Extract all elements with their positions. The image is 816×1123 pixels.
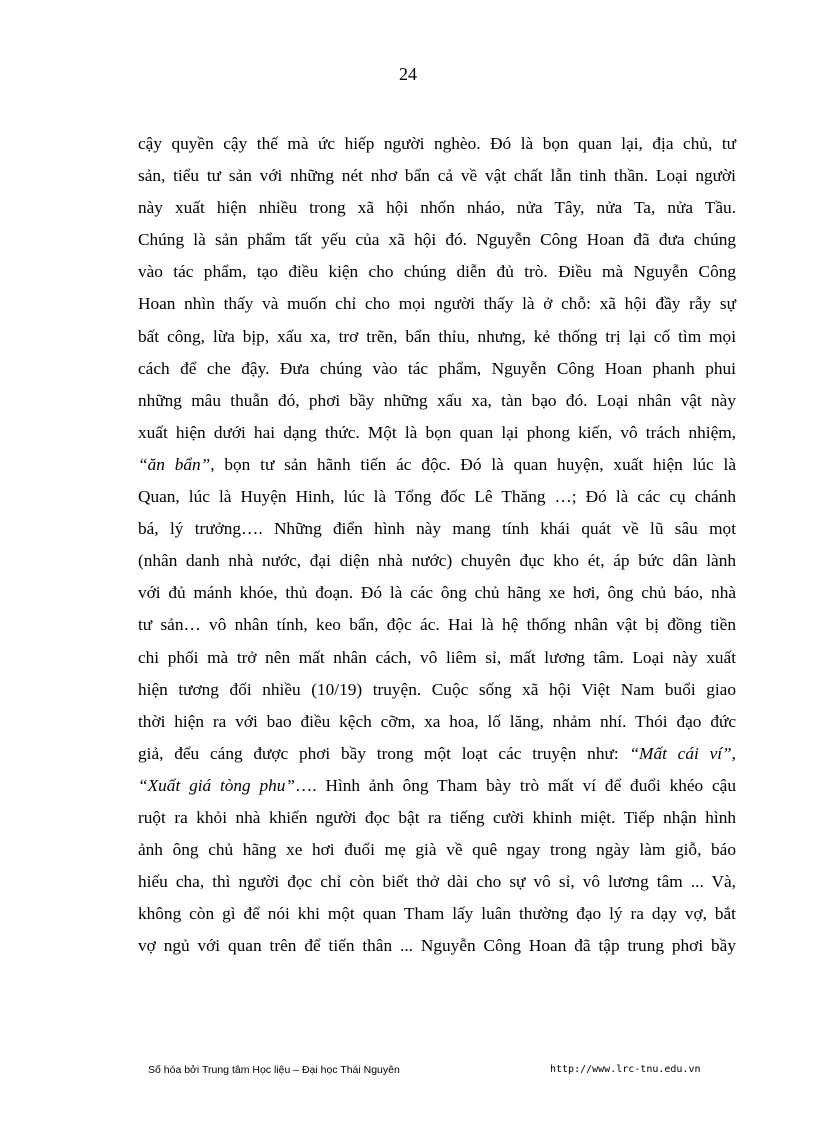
body-text (138, 128, 736, 962)
italic-title-text: “Xuất giá tòng phu” (138, 775, 296, 795)
line-text: (nhân danh nhà nước, đại diện nhà nước) chuyên đục kho ét, áp bức dân lành (138, 551, 736, 571)
text-line (138, 930, 736, 962)
text-line (138, 802, 736, 834)
line-text: …. Hình ảnh ông Tham bày trò mất ví để đuổi khéo cậu (295, 775, 736, 795)
line-text: sản, tiểu tư sản với những nét nhơ bẩn cả về vật chất lẫn tinh thần. Loại người (138, 166, 736, 186)
line-text: này xuất hiện nhiều trong xã hội nhốn nháo, nửa Tây, nửa Ta, nửa Tầu. (138, 198, 736, 218)
text-line (138, 738, 736, 770)
text-line (138, 288, 736, 320)
line-text: ruột ra khỏi nhà khiến người đọc bật ra tiếng cười khinh miệt. Tiếp nhận hình (138, 807, 736, 827)
line-text: Quan, lúc là Huyện Hinh, lúc là Tổng đốc Lê Thăng …; Đó là các cụ chánh (138, 487, 736, 507)
line-text: chi phối mà trở nên mất nhân cách, vô liêm sỉ, mất lương tâm. Loại này xuất (138, 647, 736, 667)
line-text: xuất hiện dưới hai dạng thức. Một là bọn quan lại phong kiến, vô trách nhiệm, (138, 422, 736, 442)
line-text: Hoan nhìn thấy và muốn chỉ cho mọi người thấy là ở chỗ: xã hội đầy rẫy sự (138, 294, 736, 314)
text-line (138, 385, 736, 417)
line-text: bất công, lừa bịp, xấu xa, trơ trẽn, bẩn thỉu, nhưng, kẻ thống trị lại cố tìm mọi (138, 326, 736, 346)
text-line (138, 609, 736, 641)
line-text: vào tác phẩm, tạo điều kiện cho chúng diễn đủ trò. Điều mà Nguyễn Công (138, 262, 736, 282)
line-text: vợ ngủ với quan trên để tiến thân ... Nguyễn Công Hoan đã tập trung phơi bầy (138, 936, 736, 956)
text-line (138, 192, 736, 224)
line-text: thời hiện ra với bao điều kệch cỡm, xa hoa, lố lăng, nhảm nhí. Thói đạo đức (138, 711, 736, 731)
text-line (138, 128, 736, 160)
text-line (138, 321, 736, 353)
italic-title-text: “ăn bẩn” (138, 454, 211, 474)
text-line (138, 834, 736, 866)
line-text: hiện tương đối nhiều (10/19) truyện. Cuộc sống xã hội Việt Nam buổi giao (138, 679, 736, 699)
line-text: tư sản… vô nhân tính, keo bẩn, độc ác. Hai là hệ thống nhân vật bị đồng tiền (138, 615, 736, 635)
text-line (138, 642, 736, 674)
text-line (138, 770, 736, 802)
text-line (138, 481, 736, 513)
text-line (138, 160, 736, 192)
text-line (138, 866, 736, 898)
text-line (138, 449, 736, 481)
line-text: bá, lý trưởng…. Những điển hình này mang tính khái quát về lũ sâu mọt (138, 519, 736, 539)
footer-source: Số hóa bởi Trung tâm Học liệu – Đại học Thái Nguyên (148, 1064, 400, 1076)
text-line (138, 674, 736, 706)
text-line (138, 706, 736, 738)
text-line (138, 353, 736, 385)
line-text: cậy quyền cậy thế mà ức hiếp người nghèo. Đó là bọn quan lại, địa chủ, tư (138, 134, 736, 153)
line-text: giả, đểu cáng được phơi bầy trong một loạt các truyện như: (138, 743, 630, 763)
line-text: hiếu cha, thì người đọc chỉ còn biết thở dài cho sự vô sỉ, vô lương tâm ... Và, (138, 872, 736, 892)
line-text: ảnh ông chủ hãng xe hơi đuổi mẹ già về quê ngay trong ngày làm giỗ, báo (138, 840, 736, 860)
line-text: không còn gì để nói khi một quan Tham lấy luân thường đạo lý ra dạy vợ, bắt (138, 904, 736, 924)
text-line (138, 417, 736, 449)
text-line (138, 256, 736, 288)
text-line (138, 898, 736, 930)
text-line (138, 577, 736, 609)
text-line (138, 513, 736, 545)
line-text: Chúng là sản phẩm tất yếu của xã hội đó. Nguyễn Công Hoan đã đưa chúng (138, 230, 736, 250)
text-line (138, 224, 736, 256)
line-text: cách để che đậy. Đưa chúng vào tác phẩm, Nguyễn Công Hoan phanh phui (138, 358, 736, 378)
line-text: những mâu thuẫn đó, phơi bầy những xấu xa, tàn bạo đó. Loại nhân vật này (138, 390, 736, 410)
page-number: 24 (399, 64, 417, 84)
text-line (138, 545, 736, 577)
italic-title-text: “Mất cái ví”, (629, 743, 736, 763)
footer-url[interactable]: http://www.lrc-tnu.edu.vn (550, 1064, 701, 1075)
line-text: với đủ mánh khóe, thủ đoạn. Đó là các ông chủ hãng xe hơi, ông chủ báo, nhà (138, 583, 736, 603)
line-text: , bọn tư sản hãnh tiến ác độc. Đó là quan huyện, xuất hiện lúc là (210, 454, 736, 474)
